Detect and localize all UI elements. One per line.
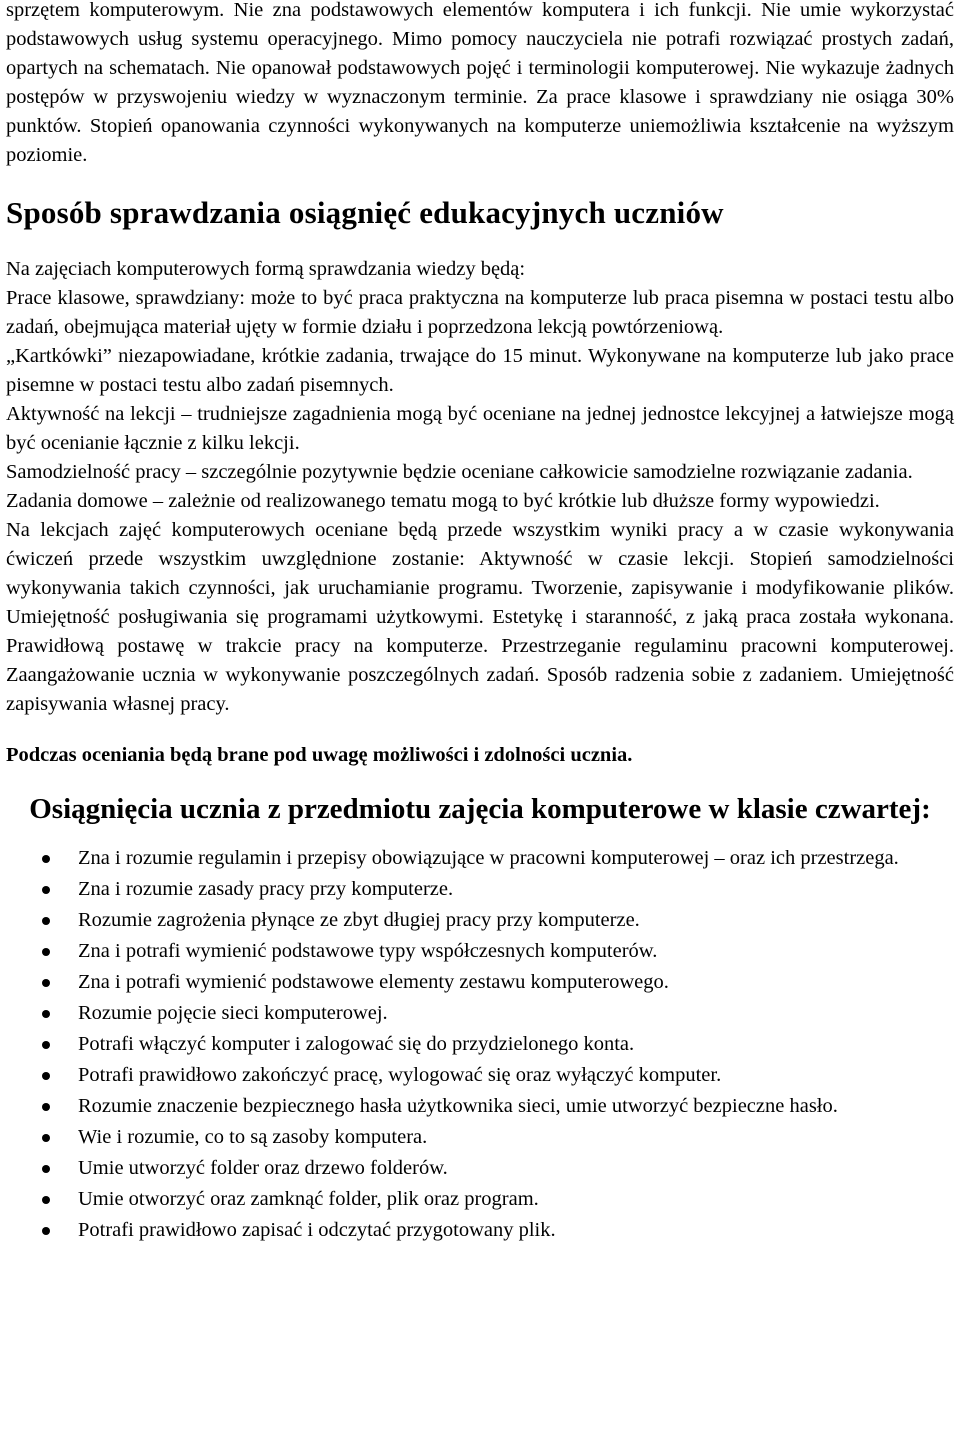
bullet-icon [42, 1010, 50, 1018]
paragraph-independence: Samodzielność pracy – szczególnie pozytywnie będzie oceniane całkowicie samodzielne rozwiązanie zadania. [6, 461, 913, 483]
list-item: Rozumie znaczenie bezpiecznego hasła użytkownika sieci, umie utworzyć bezpieczne hasło. [6, 1092, 954, 1122]
list-item: Rozumie pojęcie sieci komputerowej. [6, 999, 954, 1029]
bullet-icon [42, 1103, 50, 1111]
bullet-icon [42, 948, 50, 956]
list-item: Potrafi włączyć komputer i zalogować się do przydzielonego konta. [6, 1030, 954, 1060]
paragraph-activity: Aktywność na lekcji – trudniejsze zagadnienia mogą być oceniane na jednej jednostce lekcyjnej a łatwiejsze mogą być ocenianie łącznie z kilku lekcji. [6, 403, 954, 454]
list-item: Zna i rozumie regulamin i przepisy obowiązujące w pracowni komputerowej – oraz ich przestrzega. [6, 844, 954, 874]
list-item: Potrafi prawidłowo zapisać i odczytać przygotowany plik. [6, 1216, 954, 1246]
list-item: Zna i potrafi wymienić podstawowe elementy zestawu komputerowego. [6, 968, 954, 998]
bullet-icon [42, 855, 50, 863]
section-heading-assessment-methods: Sposób sprawdzania osiągnięć edukacyjnych uczniów [6, 195, 724, 230]
list-item: Potrafi prawidłowo zakończyć pracę, wylogować się oraz wyłączyć komputer. [6, 1061, 954, 1091]
list-item: Umie otworzyć oraz zamknąć folder, plik oraz program. [6, 1185, 954, 1215]
paragraph-lesson-evaluation: Na lekcjach zajęć komputerowych oceniane będą przede wszystkim wyniki pracy a w czasie wykonywania ćwiczeń przede wszystkim uwzględnione zostanie: Aktywność w czasie lekcji. Stopień samodzielności wykonywania takich czynności, jak uruchamianie programu. Tworzenie, zapisywanie i modyfikowanie plików. Umiejętność posługiwania się programami użytkowymi. Estetykę i staranność, z jaką praca została wykonana. Prawidłową postawę w trakcie pracy na komputerze. Przestrzeganie regulaminu pracowni komputerowej. Zaangażowanie ucznia w wykonywanie poszczególnych zadań. Sposób radzenia sobie z zadaniem. Umiejętność zapisywania własnej pracy. [6, 519, 954, 715]
paragraph-forms-intro: Na zajęciach komputerowych formą sprawdzania wiedzy będą: [6, 258, 526, 280]
list-item: Zna i rozumie zasady pracy przy komputerze. [6, 875, 954, 905]
achievements-list [6, 844, 954, 1246]
bullet-icon [42, 917, 50, 925]
intro-paragraph: sprzętem komputerowym. Nie zna podstawowych elementów komputera i ich funkcji. Nie umie wykorzystać podstawowych usług systemu operacyjnego. Mimo pomocy nauczyciela nie potrafi rozwiązać prostych zadań, opartych na schematach. Nie opanował podstawowych pojęć i terminologii komputerowej. Nie wykazuje żadnych postępów w przyswojeniu wiedzy w wyznaczonym terminie. Za prace klasowe i sprawdziany nie osiąga 30% punktów. Stopień opanowania czynności wykonywanych na komputerze uniemożliwia kształcenie na wyższym poziomie. [6, 0, 954, 166]
bullet-icon [42, 1134, 50, 1142]
section-heading-achievements: Osiągnięcia ucznia z przedmiotu zajęcia komputerowe w klasie czwartej: [29, 793, 931, 825]
bullet-icon [42, 1041, 50, 1049]
list-item: Umie utworzyć folder oraz drzewo folderów. [6, 1154, 954, 1184]
paragraph-short-quizzes: „Kartkówki” niezapowiadane, krótkie zadania, trwające do 15 minut. Wykonywane na komputerze lub jako prace pisemne w postaci testu albo zadań pisemnych. [6, 345, 954, 396]
list-item: Wie i rozumie, co to są zasoby komputera. [6, 1123, 954, 1153]
paragraph-homework: Zadania domowe – zależnie od realizowanego tematu mogą to być krótkie lub dłuższe formy wypowiedzi. [6, 490, 880, 512]
list-item: Rozumie zagrożenia płynące ze zbyt długiej pracy przy komputerze. [6, 906, 954, 936]
bold-note: Podczas oceniania będą brane pod uwagę możliwości i zdolności ucznia. [6, 744, 633, 766]
list-item: Zna i potrafi wymienić podstawowe typy współczesnych komputerów. [6, 937, 954, 967]
bullet-icon [42, 1165, 50, 1173]
bullet-icon [42, 886, 50, 894]
bullet-icon [42, 1227, 50, 1235]
bullet-icon [42, 1196, 50, 1204]
bullet-icon [42, 979, 50, 987]
bullet-icon [42, 1072, 50, 1080]
paragraph-class-tests: Prace klasowe, sprawdziany: może to być praca praktyczna na komputerze lub praca pisemna w postaci testu albo zadań, obejmująca materiał ujęty w formie działu i poprzedzona lekcją powtórzeniową. [6, 287, 954, 338]
